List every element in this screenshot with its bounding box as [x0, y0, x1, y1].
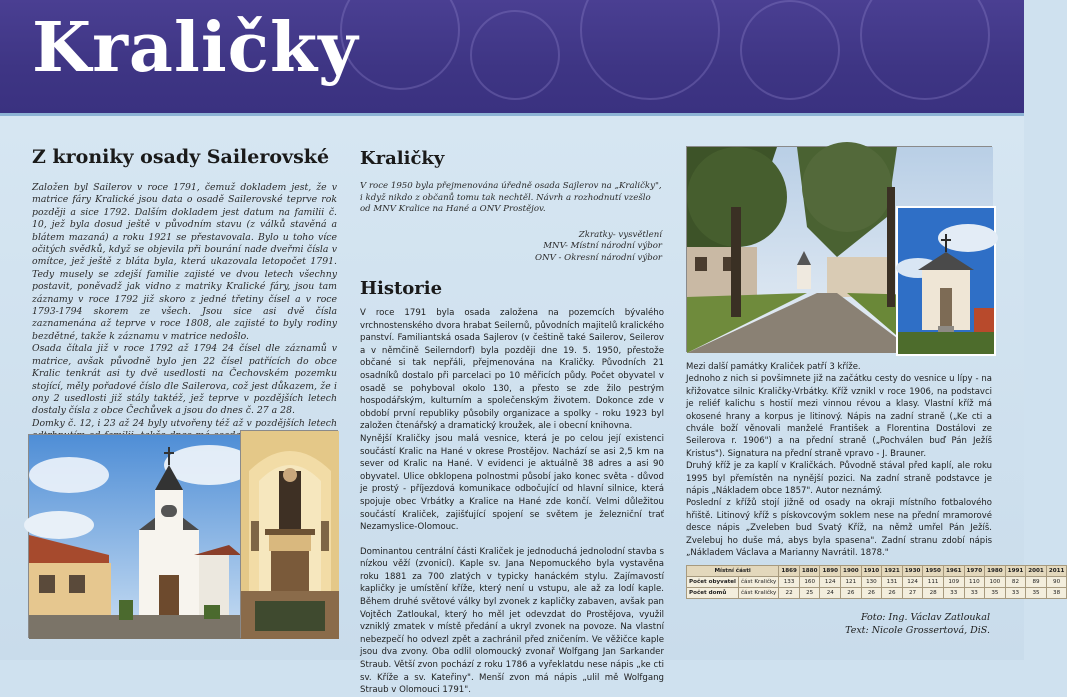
value-cell: 33: [1005, 588, 1026, 599]
value-cell: 24: [820, 588, 841, 599]
value-cell: 27: [902, 588, 923, 599]
history-paragraph-1: V roce 1791 byla osada založena na pozemcích bývalého vrchnostenského dvora hrabat Seilernů, původních majitelů kralického panství. Familiantská osada Sajlerov (v češtině také Sailerov, Seilerov a v němčině Seilerndorf) byla později dne 19. 5. 1950, přestože občané si tak nepřáli, přejmenována na Kraličky. Původních 21 osadníků dostalo při parcelaci po 10 měřicích půdy. Počet obyvatel v osadě se pohyboval okolo 130, a přesto se zde žilo pestrým hospodářským, kulturním a společenským životem. Dokonce zde v období první republiky působily organizace a spolky - roku 1923 byl založen čtenářský a dramatický kroužek, ale i obecní knihovna.: [360, 308, 664, 432]
banner-ornament: [580, 0, 720, 100]
year-cell: 1910: [861, 566, 882, 577]
year-cell: 1970: [964, 566, 985, 577]
title-banner: [0, 0, 1024, 113]
banner-ornament: [740, 0, 840, 100]
banner-ornament: [860, 0, 990, 100]
year-cell: 1869: [779, 566, 800, 577]
year-cell: 2011: [1046, 566, 1067, 577]
legend-title: Zkratky- vysvětlení: [578, 229, 662, 240]
year-cell: 1921: [882, 566, 903, 577]
row-part: část Kraličky: [738, 577, 778, 588]
chronicle-paragraph-1: Založen byl Sailerov v roce 1791, čemuž dokladem jest, že v matrice fáry Kralické jsou data o osadě Sailerovské teprve rok později a sice 1792. Dalším dokladem jest datum na familii č. 10, jež byla dosud ještě v původním stavu (z válků stavěná a blátem mazaná) a roku 1921 se přestavovala. Bylo u toho více očitých svědků, když se objevila při bourání nade dveřmi čísla v omítce, jež ještě z bláta byla, která ukazovala letopočet 1791. Tedy musely se zdejší familie zajisté ve dvou letech všechny postavit, poněvadž jak vidno z matriky Kralické fáry, jsou tam záznamy v roce 1792 již skoro z jedné třetiny čísel a v roce 1793-1794 skorem ze všech. Jsou sice asi dvě čísla zaznamenána až teprve v roce 1808, ale zajisté to byly rodiny bezdětné, takže k záznamu v matrice nedošlo.: [32, 182, 337, 342]
value-cell: 133: [779, 577, 800, 588]
history-heading: Historie: [360, 278, 443, 299]
value-cell: 35: [1026, 588, 1047, 599]
value-cell: 130: [861, 577, 882, 588]
value-cell: 33: [943, 588, 964, 599]
year-cell: 1930: [902, 566, 923, 577]
value-cell: 100: [985, 577, 1006, 588]
population-table-wrapper: [686, 565, 1065, 599]
chapel-exterior-photo: [28, 434, 240, 638]
text-credit: Text: Nicole Grossertová, DiS.: [845, 625, 990, 636]
value-cell: 28: [923, 588, 944, 599]
year-cell: 1890: [820, 566, 841, 577]
table-header-label: Místní části: [687, 566, 779, 577]
left-column: [32, 146, 337, 467]
value-cell: 111: [923, 577, 944, 588]
banner-ornament: [470, 10, 560, 100]
village-heading: Kraličky: [360, 148, 445, 169]
value-cell: 35: [985, 588, 1006, 599]
middle-column: [360, 148, 664, 697]
population-table: [686, 565, 1067, 599]
legend-item-mnv: MNV- Místní národní výbor: [543, 241, 662, 251]
chronicle-paragraph-3: Domky č. 12, i 23 až 24 byly utvořeny též až v pozdějších letech: [32, 417, 337, 429]
crosses-paragraph-4: Poslední z křížů stojí jižně od osady na okraji místního fotbalového hřiště. Litinový kříž s pískovcovým soklem nese na přední mramorové desce nápis „Zveleben bud Svatý Kříž, na němž umřel Pán Ježíš. Zvelebuj ho duše má, abys byla spasena". Zadní stranu zdobí nápis „Nákladem Václava a Marianny Navrátil. 1878.": [686, 498, 992, 559]
value-cell: 160: [799, 577, 820, 588]
crosses-text: [686, 361, 992, 560]
value-cell: 109: [943, 577, 964, 588]
table-header-row: [687, 566, 1067, 577]
value-cell: 26: [861, 588, 882, 599]
value-cell: 121: [841, 577, 862, 588]
year-cell: 2001: [1026, 566, 1047, 577]
row-part: část Kraličky: [738, 588, 778, 599]
table-row: [687, 577, 1067, 588]
year-cell: 1961: [943, 566, 964, 577]
value-cell: 33: [964, 588, 985, 599]
year-cell: 1880: [799, 566, 820, 577]
year-cell: 1980: [985, 566, 1006, 577]
page-title: Kraličky: [32, 8, 359, 88]
value-cell: 82: [1005, 577, 1026, 588]
legend-item-onv: ONV - Okresní národní výbor: [535, 252, 662, 263]
value-cell: 131: [882, 577, 903, 588]
value-cell: 110: [964, 577, 985, 588]
crosses-paragraph-1: Mezi další památky Kraliček patří 3 kříže.: [686, 362, 861, 372]
year-cell: 1950: [923, 566, 944, 577]
value-cell: 22: [779, 588, 800, 599]
credits: [700, 611, 990, 637]
value-cell: 38: [1046, 588, 1067, 599]
value-cell: 26: [882, 588, 903, 599]
history-text: [360, 307, 664, 697]
right-column: [686, 361, 992, 560]
chronicle-paragraph-2: Osada čítala již v roce 1792 až 1794 24 čísel dle záznamů v matrice, avšak původně bylo jen 22 čísel patřících do obce Kralic tenkrát asi ty dvě usedlosti na Čechovském pozemku stojící, měly pořadové číslo dle Sailerova, což jest důkazem, že i ony 2 usedlosti již stály taktéž, jež teprve v pozdějších letech dostaly čísla z obce Čechůvek a jsou do dnes č. 27 a 28.: [32, 343, 337, 417]
crosses-paragraph-2: Jednoho z nich si povšimnete již na začátku cesty do vesnice u lípy - na křižovatce silnic Kraličky-Vrbátky. Kříž vznikl v roce 1906, na podstavci je reliéf kalichu s hostií mezi vinnou révou a klasy. Vlastní kříž má okosené hrany a korpus je litinový. Nápis na zadní straně („Ke cti a chvále boží věnovali manželé František a Florentina Dostálovi ze Seilerova r. 1906") a na přední straně („Pochválen buď Pán Ježíš Kristus"). Signatura na přední straně vpravo - J. Brauner.: [686, 374, 992, 459]
year-cell: 1900: [841, 566, 862, 577]
cross-photo: [896, 206, 996, 356]
value-cell: 89: [1026, 577, 1047, 588]
value-cell: 124: [820, 577, 841, 588]
year-cell: 1991: [1005, 566, 1026, 577]
history-paragraph-2: Nynější Kraličky jsou malá vesnice, která je po celou její existenci součástí Kralic na Hané v okrese Prostějov. Nachází se asi 2,5 km na sever od Kralic na Hané. V evidenci je aktuálně 38 adres a asi 90 obyvatel. Ulice obklopena polnostmi působí jako konec světa - důvod je prostý - příjezdová komunikace odbočující od hlavní silnice, která spojuje obec Vrbátky a Kralice na Hané zde končí. Velmi důležitou součástí Kraliček, zajišťující spojení se světem je železniční trať Nezamyslice-Olomouc.: [360, 433, 664, 533]
chapel-interior-photo: [240, 430, 338, 638]
chronicle-heading: Z kroniky osady Sailerovské: [32, 146, 330, 168]
value-cell: 124: [902, 577, 923, 588]
table-row: [687, 588, 1067, 599]
value-cell: 90: [1046, 577, 1067, 588]
value-cell: 26: [841, 588, 862, 599]
crosses-paragraph-3: Druhý kříž je za kaplí v Kraličkách. Původně stával před kaplí, ale roku 1995 byl přemístěn na nynější pozici. Na zadní straně podstavce je nápis „Nákladem obce 1857". Autor neznámý.: [686, 461, 992, 497]
rename-note: V roce 1950 byla přejmenována úředně osada Sajlerov na „Kraličky", i když nikdo z občanů tomu tak nechtěl. Návrh a rozhodnutí vzešlo od MNV Kralice na Hané a ONV Prostějov.: [360, 181, 662, 214]
history-paragraph-3: Dominantou centrální části Kraliček je jednoduchá jednolodní stavba s nízkou věží (zvonicí). Kaple sv. Jana Nepomuckého byla vystavěna roku 1881 za 700 zlatých v typicky hanáckém stylu. Zajímavostí kapličky je umístění kříže, který není u vstupu, ale až za lodí kaple. Během druhé světové války byl zvonek z kapličky zabaven, avšak pan Vojtěch Zatloukal, který ho měl jet odevzdat do Prostějova, využil vzniklý zmatek v místě předání a ukryl zvonek na povoze. Na vlastní nebezpečí ho odvezl zpět a zachránil před zničením. Ve věžičce kaple jsou dva zvony. Oba odlil olomoucký zvonař Wolfgang Jan Sarkander Straub. Větší zvon pochází z roku 1786 a vyřeklatdu nese nápis „ke cti sv. Kříže a sv. Kateřiny". Menší zvon má nápis „ulil mě Wolfgang Straub v Olomouci 1791".: [360, 546, 664, 696]
abbreviations-legend: [360, 230, 664, 265]
photo-credit: Foto: Ing. Václav Zatloukal: [860, 612, 990, 623]
row-label: Počet obyvatel: [687, 577, 739, 588]
chronicle-text: [32, 182, 337, 467]
row-label: Počet domů: [687, 588, 739, 599]
value-cell: 25: [799, 588, 820, 599]
